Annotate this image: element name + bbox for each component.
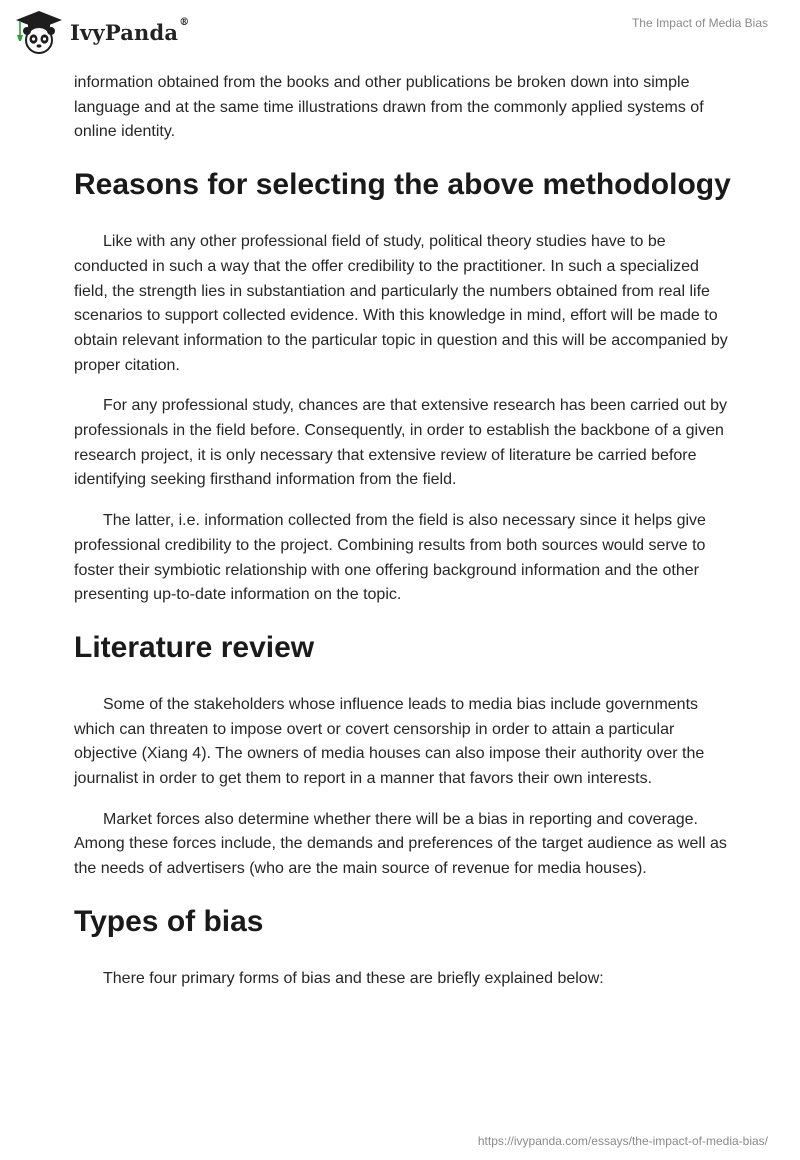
paragraph: Some of the stakeholders whose influence leads to media bias include governments which can threaten to impose overt or covert censorship in order to attain a particular objective (Xiang 4). The owners of media houses can also impose their authority over the journalist in order to get them to report in a manner that favors their own interests. (74, 695, 705, 788)
section-heading-literature-review: Literature review (74, 630, 315, 664)
paragraph: Market forces also determine whether there will be a bias in reporting and coverage. Among these forces include, the demands and preferences of the target audience as well as the needs of advertisers (who are the main source of revenue for media houses). (74, 810, 727, 878)
section-heading-types-of-bias: Types of bias (74, 904, 264, 938)
registered-mark: ® (179, 16, 190, 28)
panda-graduate-icon (14, 9, 64, 55)
paragraph: The latter, i.e. information collected from the field is also necessary since it helps give professional credibility to the project. Combining results from both sources would serve to foster their symbiotic relationship with one offering background information and the other presenting up-to-date information on the topic. (74, 512, 706, 604)
paragraph: There four primary forms of bias and these are briefly explained below: (103, 969, 604, 987)
source-url[interactable]: https://ivypanda.com/essays/the-impact-of-media-bias/ (477, 1134, 768, 1148)
logo[interactable] (14, 9, 189, 55)
essay-content (74, 71, 734, 1008)
paragraph: information obtained from the books and other publications be broken down into simple language and at the same time illustrations drawn from the commonly applied systems of online identity. (74, 74, 704, 141)
section-heading-methodology: Reasons for selecting the above methodology (74, 168, 731, 202)
logo-wordmark: IvyPanda® (70, 16, 190, 45)
paragraph: For any professional study, chances are that extensive research has been carried out by professionals in the field before. Consequently, in order to establish the backbone of a given research project, it is only necessary that extensive review of literature be carried before identifying seeking firsthand information from the field. (74, 397, 728, 489)
document-title: The Impact of Media Bias (631, 16, 768, 30)
paragraph: Like with any other professional field of study, political theory studies have to be conducted in such a way that the offer credibility to the practitioner. In such a specialized field, the strength lies in substantiation and particularly the numbers obtained from real life scenarios to support collected evidence. With this knowledge in mind, effort will be made to obtain relevant information to the particular topic in question and this will be accompanied by proper citation. (74, 233, 728, 374)
